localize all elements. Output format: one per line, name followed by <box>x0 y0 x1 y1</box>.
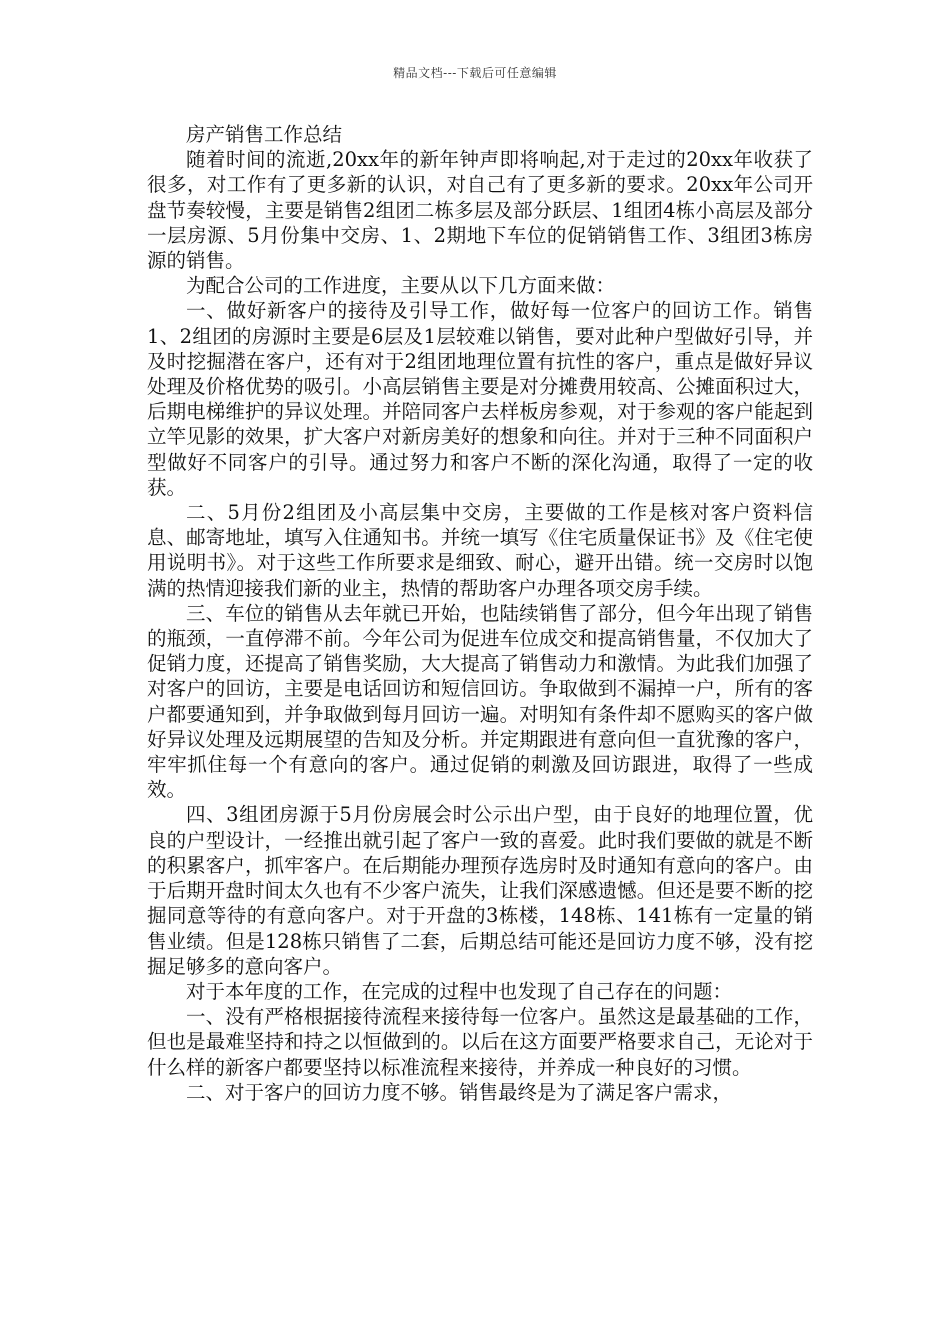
paragraph-point-4: 四、3组团房源于5月份房展会时公示出户型，由于良好的地理位置，优良的户型设计，一经推出就引起了客户一致的喜爱。此时我们要做的就是不断的积累客户，抓牢客户。在后期能办理预存选房时及时通知有意向的客户。由于后期开盘时间太久也有不少客户流失，让我们深感遗憾。但还是要不断的挖掘同意等待的有意向客户。对于开盘的3栋楼，148栋、141栋有一定量的销售业绩。但是128栋只销售了二套，后期总结可能还是回访力度不够，没有挖掘足够多的意向客户。 <box>147 803 813 978</box>
header-note: 精品文档---下载后可任意编辑 <box>393 66 557 80</box>
paragraph-approach: 为配合公司的工作进度，主要从以下几方面来做： <box>186 274 616 298</box>
paragraph-point-1: 一、做好新客户的接待及引导工作，做好每一位客户的回访工作。销售1、2组团的房源时主要是6层及1层较难以销售，要对此种户型做好引导，并及时挖掘潜在客户，还有对于2组团地理位置有抗性的客户，重点是做好异议处理及价格优势的吸引。小高层销售主要是对分摊费用较高、公摊面积过大，后期电梯维护的异议处理。并陪同客户去样板房参观，对于参观的客户能起到立竿见影的效果，扩大客户对新房美好的想象和向往。并对于三种不同面积户型做好不同客户的引导。通过努力和客户不断的深化沟通，取得了一定的收获。 <box>147 299 813 499</box>
paragraph-problems-intro: 对于本年度的工作，在完成的过程中也发现了自己存在的问题： <box>186 979 733 1003</box>
paragraph-point-2: 二、5月份2组团及小高层集中交房，主要做的工作是核对客户资料信息、邮寄地址，填写入住通知书。并统一填写《住宅质量保证书》及《住宅使用说明书》。对于这些工作所要求是细致、耐心，避开出错。统一交房时以饱满的热情迎接我们新的业主，热情的帮助客户办理各项交房手续。 <box>147 501 813 600</box>
document-title: 房产销售工作总结 <box>186 123 343 146</box>
paragraph-problem-2: 二、对于客户的回访力度不够。销售最终是为了满足客户需求， <box>186 1080 733 1104</box>
document-body <box>147 122 813 1105</box>
paragraph-intro: 随着时间的流逝,20xx年的新年钟声即将响起,对于走过的20xx年收获了很多，对工作有了更多新的认识，对自己有了更多新的要求。20xx年公司开盘节奏较慢，主要是销售2组团二栋多层及部分跃层、1组团4栋小高层及部分一层房源、5月份集中交房、1、2期地下车位的促销销售工作、3组团3栋房源的销售。 <box>147 148 813 273</box>
paragraph-point-3: 三、车位的销售从去年就已开始，也陆续销售了部分，但今年出现了销售的瓶颈，一直停滞不前。今年公司为促进车位成交和提高销售量，不仅加大了促销力度，还提高了销售奖励，大大提高了销售动力和激情。为此我们加强了对客户的回访，主要是电话回访和短信回访。争取做到不漏掉一户，所有的客户都要通知到，并争取做到每月回访一遍。对明知有条件却不愿购买的客户做好异议处理及远期展望的告知及分析。并定期跟进有意向但一直犹豫的客户，牢牢抓住每一个有意向的客户。通过促销的刺激及回访跟进，取得了一些成效。 <box>147 601 813 802</box>
paragraph-problem-1: 一、没有严格根据接待流程来接待每一位客户。虽然这是最基础的工作，但也是最难坚持和持之以恒做到的。以后在这方面要严格要求自己，无论对于什么样的新客户都要坚持以标准流程来接待，并养成一种良好的习惯。 <box>147 1005 813 1079</box>
